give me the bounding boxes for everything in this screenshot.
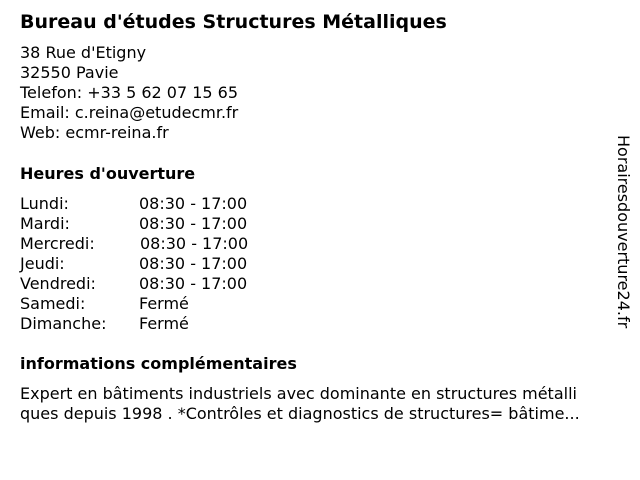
address-street: 38 Rue d'Etigny: [20, 43, 147, 62]
day-label: Samedi:: [20, 294, 86, 313]
address-city: 32550 Pavie: [20, 63, 119, 82]
day-label: Lundi:: [20, 194, 69, 213]
day-label: Dimanche:: [20, 314, 107, 333]
description-line: Expert en bâtiments industriels avec dominante en structures métalli: [20, 384, 577, 403]
day-hours: 08:30 - 17:00: [140, 234, 249, 253]
day-hours: 08:30 - 17:00: [139, 254, 248, 273]
day-label: Mardi:: [20, 214, 70, 233]
website-line: Web: ecmr-reina.fr: [20, 123, 169, 142]
contact-block: [20, 43, 238, 143]
day-hours: 08:30 - 17:00: [139, 274, 248, 293]
day-hours: 08:30 - 17:00: [139, 194, 248, 213]
day-hours: Fermé: [139, 294, 189, 313]
site-watermark: [612, 135, 634, 345]
day-hours: 08:30 - 17:00: [139, 214, 248, 233]
business-description: [20, 384, 630, 424]
email-line: Email: c.reina@etudecmr.fr: [20, 103, 239, 122]
day-hours: Fermé: [139, 314, 189, 333]
opening-hours-heading: Heures d'ouverture: [20, 164, 196, 183]
day-label: Mercredi:: [20, 234, 95, 253]
watermark-text: Horairesdouverture24.fr: [614, 135, 633, 329]
day-label: Jeudi:: [20, 254, 65, 273]
additional-info-heading: informations complémentaires: [20, 354, 297, 373]
phone-line: Telefon: +33 5 62 07 15 65: [20, 83, 239, 102]
business-name: Bureau d'études Structures Métalliques: [20, 11, 447, 33]
description-line: ques depuis 1998 . *Contrôles et diagnostics de structures= bâtime...: [20, 404, 580, 423]
day-label: Vendredi:: [20, 274, 96, 293]
